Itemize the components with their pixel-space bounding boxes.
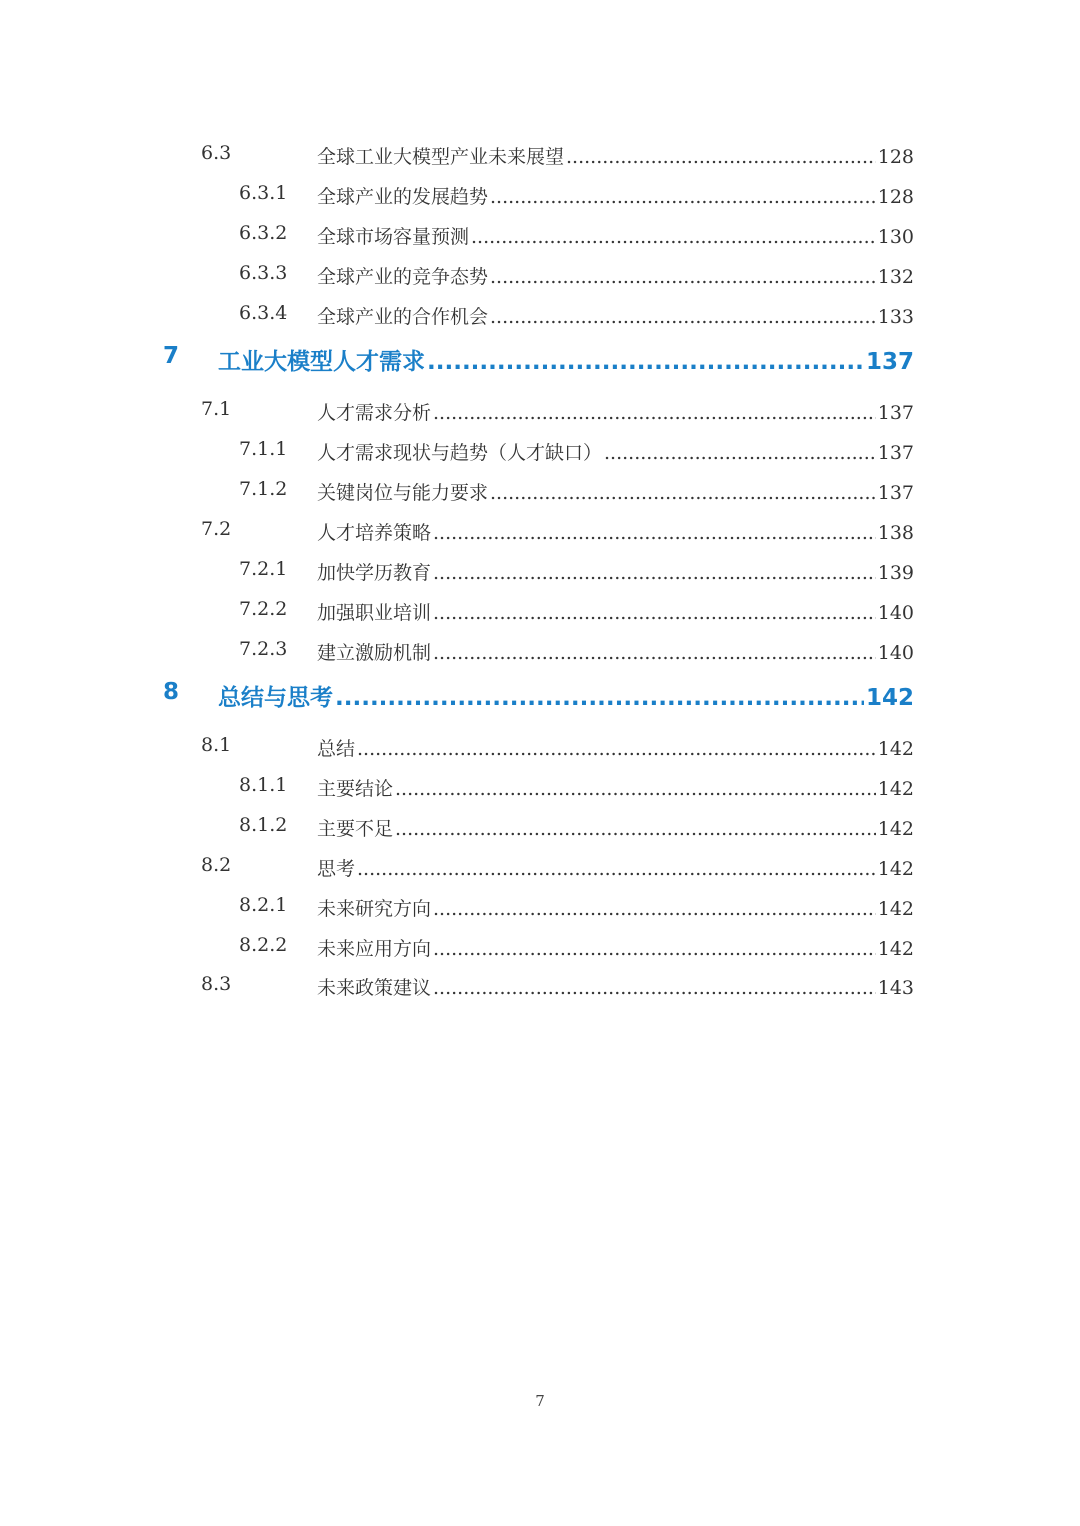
dot-leader (433, 562, 876, 584)
toc-entry-number: 6.3.2 (239, 222, 288, 244)
toc-entry-title: 思考 (317, 858, 356, 880)
toc-entry[interactable] (0, 973, 1080, 1003)
toc-entry-line (317, 973, 914, 1000)
toc-entry-page: 142 (877, 938, 914, 960)
dot-leader (357, 858, 876, 880)
toc-entry[interactable] (0, 854, 1080, 884)
toc-entry-title: 主要结论 (317, 778, 394, 800)
toc-entry-title: 全球工业大模型产业未来展望 (317, 146, 565, 168)
toc-entry[interactable] (0, 302, 1080, 332)
toc-entry-number: 8.3 (201, 973, 232, 995)
toc-entry-page: 140 (877, 642, 914, 664)
toc-entry-page: 128 (877, 146, 914, 168)
toc-entry-title: 总结 (317, 738, 356, 760)
toc-entry[interactable] (0, 814, 1080, 844)
toc-entry-line (218, 679, 914, 712)
toc-entry-page: 139 (877, 562, 914, 584)
toc-entry[interactable] (0, 734, 1080, 764)
toc-entry-page: 137 (877, 482, 914, 504)
toc-entry[interactable] (0, 934, 1080, 964)
toc-entry-title: 全球产业的合作机会 (317, 306, 489, 328)
toc-entry-title: 人才培养策略 (317, 522, 432, 544)
dot-leader (490, 186, 876, 208)
toc-entry-title: 工业大模型人才需求 (218, 349, 425, 375)
toc-entry-page: 142 (865, 685, 914, 711)
dot-leader (490, 482, 876, 504)
toc-entry-line (317, 262, 914, 289)
toc-entry-number: 8.1.2 (239, 814, 288, 836)
toc-entry-title: 未来政策建议 (317, 977, 432, 999)
toc-entry-page: 142 (877, 778, 914, 800)
toc-entry-page: 137 (865, 349, 914, 375)
toc-entry-page: 138 (877, 522, 914, 544)
toc-entry-number: 8.1.1 (239, 774, 288, 796)
toc-entry-number: 7.1.2 (239, 478, 288, 500)
toc-entry-title: 加快学历教育 (317, 562, 432, 584)
toc-entry-page: 128 (877, 186, 914, 208)
toc-entry[interactable] (0, 558, 1080, 588)
toc-entry-number: 7.2 (201, 518, 232, 540)
dot-leader (335, 685, 864, 711)
dot-leader (395, 778, 876, 800)
toc-entry-number: 8.2.2 (239, 934, 288, 956)
toc-entry-number: 6.3.3 (239, 262, 288, 284)
toc-entry-line (317, 518, 914, 545)
dot-leader (490, 306, 876, 328)
toc-entry-line (317, 934, 914, 961)
dot-leader (433, 642, 876, 664)
toc-entry-page: 132 (877, 266, 914, 288)
toc-entry-page: 140 (877, 602, 914, 624)
toc-entry-title: 主要不足 (317, 818, 394, 840)
toc-entry[interactable] (0, 438, 1080, 468)
toc-entry[interactable] (0, 222, 1080, 252)
toc-entry-line (317, 894, 914, 921)
toc-entry-line (317, 142, 914, 169)
toc-entry-number: 8.1 (201, 734, 232, 756)
dot-leader (471, 226, 876, 248)
toc-entry-line (317, 398, 914, 425)
toc-entry-page: 130 (877, 226, 914, 248)
toc-entry-number: 7.2.2 (239, 598, 288, 620)
toc-entry-number: 7.2.1 (239, 558, 288, 580)
toc-entry-line (317, 734, 914, 761)
toc-entry-line (317, 182, 914, 209)
toc-entry-line (317, 638, 914, 665)
toc-entry-line (317, 814, 914, 841)
toc-entry-page: 133 (877, 306, 914, 328)
toc-entry-page: 142 (877, 898, 914, 920)
toc-entry-number: 7.1 (201, 398, 232, 420)
page-number: 7 (535, 1392, 545, 1410)
toc-entry-page: 142 (877, 818, 914, 840)
toc-entry-number: 6.3.1 (239, 182, 288, 204)
toc-entry-page: 137 (877, 442, 914, 464)
toc-entry-number: 6.3 (201, 142, 232, 164)
toc-entry-title: 加强职业培训 (317, 602, 432, 624)
toc-entry-title: 人才需求现状与趋势（人才缺口） (317, 442, 603, 464)
toc-entry-number: 7.1.1 (239, 438, 288, 460)
toc-entry[interactable] (0, 774, 1080, 804)
toc-entry-line (317, 558, 914, 585)
dot-leader (433, 522, 876, 544)
dot-leader (566, 146, 876, 168)
dot-leader (604, 442, 876, 464)
dot-leader (433, 898, 876, 920)
toc-entry-number: 8.2 (201, 854, 232, 876)
toc-entry[interactable] (0, 518, 1080, 548)
toc-entry-line (218, 343, 914, 376)
toc-entry[interactable] (0, 398, 1080, 428)
dot-leader (433, 602, 876, 624)
toc-entry-number: 8 (163, 679, 180, 705)
toc-chapter[interactable] (0, 343, 1080, 377)
toc-entry[interactable] (0, 182, 1080, 212)
toc-entry-title: 建立激励机制 (317, 642, 432, 664)
dot-leader (490, 266, 876, 288)
toc-entry-title: 总结与思考 (218, 685, 333, 711)
toc-entry-page: 142 (877, 858, 914, 880)
dot-leader (433, 938, 876, 960)
toc-entry-number: 6.3.4 (239, 302, 288, 324)
toc-entry-line (317, 222, 914, 249)
toc-entry-number: 7 (163, 343, 180, 369)
toc-entry[interactable] (0, 894, 1080, 924)
toc-entry-title: 未来应用方向 (317, 938, 432, 960)
toc-entry-number: 7.2.3 (239, 638, 288, 660)
dot-leader (427, 349, 864, 375)
toc-entry-page: 143 (877, 977, 914, 999)
dot-leader (433, 402, 876, 424)
toc-entry[interactable] (0, 142, 1080, 172)
toc-entry-line (317, 302, 914, 329)
toc-entry[interactable] (0, 638, 1080, 668)
toc-entry-number: 8.2.1 (239, 894, 288, 916)
toc-entry-page: 137 (877, 402, 914, 424)
toc-entry-title: 关键岗位与能力要求 (317, 482, 489, 504)
toc-entry[interactable] (0, 478, 1080, 508)
toc-entry-title: 全球市场容量预测 (317, 226, 470, 248)
toc-entry-page: 142 (877, 738, 914, 760)
toc-entry-line (317, 478, 914, 505)
toc-chapter[interactable] (0, 679, 1080, 713)
toc-entry-title: 人才需求分析 (317, 402, 432, 424)
dot-leader (395, 818, 876, 840)
toc-entry-title: 全球产业的竞争态势 (317, 266, 489, 288)
toc-entry-line (317, 774, 914, 801)
dot-leader (357, 738, 876, 760)
toc-entry-line (317, 438, 914, 465)
toc-entry[interactable] (0, 598, 1080, 628)
toc-entry-title: 全球产业的发展趋势 (317, 186, 489, 208)
toc-entry-line (317, 854, 914, 881)
toc-entry[interactable] (0, 262, 1080, 292)
toc-entry-title: 未来研究方向 (317, 898, 432, 920)
dot-leader (433, 977, 876, 999)
toc-entry-line (317, 598, 914, 625)
